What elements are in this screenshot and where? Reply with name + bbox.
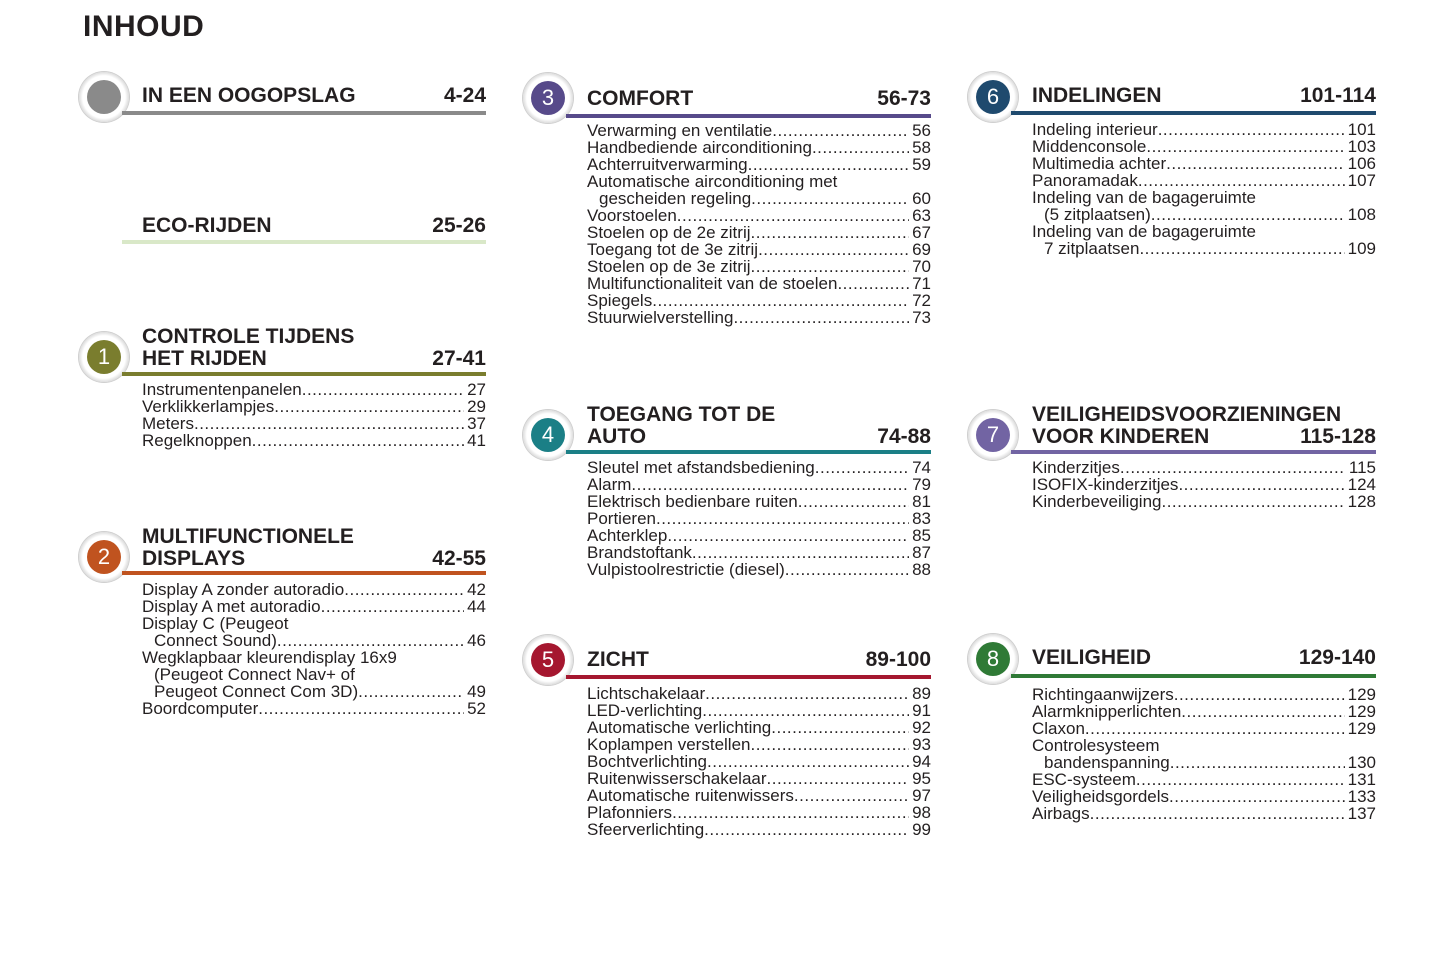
toc-entry-label: Alarmknipperlichten — [1032, 702, 1182, 721]
toc-entry-label: Ruitenwisserschakelaar — [587, 769, 767, 788]
toc-entry[interactable] — [142, 666, 486, 683]
toc-entry[interactable] — [1032, 172, 1376, 189]
section-pages: 89-100 — [865, 648, 931, 671]
dot-leader — [344, 581, 464, 598]
dot-leader — [751, 224, 910, 241]
toc-entry-page: 137 — [1347, 804, 1376, 823]
section-rule — [122, 111, 486, 115]
badge-number: 8 — [976, 642, 1010, 676]
toc-entry-label: Sleutel met afstandsbediening — [587, 458, 815, 477]
toc-entry-page: 42 — [467, 580, 486, 599]
dot-leader — [758, 241, 909, 258]
section-title-line1: MULTIFUNCTIONELE — [142, 525, 354, 548]
dot-leader — [258, 700, 464, 717]
section-rule — [122, 240, 486, 244]
dot-leader — [652, 292, 909, 309]
grey-disc-icon — [87, 80, 121, 114]
section-pages: 115-128 — [1300, 425, 1376, 448]
toc-entry-page: 41 — [467, 431, 486, 450]
section-rule — [1011, 674, 1376, 678]
toc-entry[interactable] — [587, 241, 931, 258]
section-rule — [566, 450, 931, 454]
toc-entry[interactable] — [587, 224, 931, 241]
toc-entry-page: 70 — [912, 257, 931, 276]
dot-leader — [812, 139, 909, 156]
toc-entry-label: Veiligheidsgordels — [1032, 787, 1170, 806]
toc-entry-label: Indeling van de bagageruimte — [1032, 222, 1256, 241]
toc-entry[interactable] — [587, 122, 931, 139]
toc-entry[interactable] — [1032, 223, 1376, 240]
toc-entry-page: 108 — [1347, 205, 1376, 224]
toc-entry[interactable] — [1032, 703, 1376, 720]
toc-entry-label: Plafonniers — [587, 803, 673, 822]
toc-entry-page: 69 — [912, 240, 931, 259]
toc-entry[interactable] — [587, 207, 931, 224]
dot-leader — [1178, 476, 1344, 493]
dot-leader — [274, 398, 464, 415]
toc-entry[interactable] — [142, 632, 486, 649]
dot-leader — [751, 258, 910, 275]
toc-entry-page: 98 — [912, 803, 931, 822]
toc-entry-page: 97 — [912, 786, 931, 805]
toc-entry-label: Boordcomputer — [142, 699, 259, 718]
section-heading-veiligheid[interactable] — [1032, 647, 1376, 669]
toc-entry-page: 131 — [1347, 770, 1376, 789]
entry-list — [587, 685, 931, 838]
toc-entry-page: 58 — [912, 138, 931, 157]
toc-entry-label: bandenspanning — [1044, 753, 1170, 772]
toc-entry-label: Connect Sound) — [154, 631, 277, 650]
dot-leader — [707, 753, 909, 770]
toc-entry[interactable] — [142, 615, 486, 632]
dot-leader — [1120, 459, 1346, 476]
toc-entry-label: Portieren — [587, 509, 656, 528]
section-title: INDELINGEN — [1032, 84, 1162, 107]
section-title-line1: VEILIGHEIDSVOORZIENINGEN — [1032, 403, 1342, 426]
section-heading-eco[interactable] — [142, 215, 486, 237]
section-title: COMFORT — [587, 87, 694, 110]
dot-leader — [837, 275, 909, 292]
toc-entry-label: Display A met autoradio — [142, 597, 321, 616]
toc-entry[interactable] — [587, 459, 931, 476]
toc-entry-label: Alarm — [587, 475, 632, 494]
toc-entry-page: 107 — [1347, 171, 1376, 190]
dot-leader — [1170, 754, 1345, 771]
toc-entry[interactable] — [587, 493, 931, 510]
toc-entry[interactable] — [587, 544, 931, 561]
toc-entry-label: LED-verlichting — [587, 701, 703, 720]
toc-entry-page: 49 — [467, 682, 486, 701]
toc-entry[interactable] — [142, 398, 486, 415]
dot-leader — [1085, 720, 1345, 737]
toc-entry-page: 63 — [912, 206, 931, 225]
toc-entry-label: Indeling van de bagageruimte — [1032, 188, 1256, 207]
toc-entry[interactable] — [587, 527, 931, 544]
toc-entry-label: Display C (Peugeot — [142, 614, 289, 633]
toc-entry[interactable] — [1032, 206, 1376, 223]
toc-entry-label: Indeling interieur — [1032, 120, 1158, 139]
toc-entry-label: Brandstoftank — [587, 543, 692, 562]
toc-entry-page: 94 — [912, 752, 931, 771]
toc-entry-label: (Peugeot Connect Nav+ of — [154, 665, 355, 684]
dot-leader — [631, 476, 909, 493]
section-rule — [566, 114, 931, 118]
toc-entry-page: 85 — [912, 526, 931, 545]
toc-entry-label: Panoramadak — [1032, 171, 1138, 190]
toc-entry-page: 52 — [467, 699, 486, 718]
page-title: INHOUD — [83, 10, 205, 43]
toc-entry-page: 124 — [1347, 475, 1376, 494]
section-title: IN EEN OOGOPSLAG — [142, 84, 356, 107]
toc-entry-label: Airbags — [1032, 804, 1090, 823]
toc-entry[interactable] — [142, 415, 486, 432]
toc-entry[interactable] — [587, 736, 931, 753]
toc-entry-page: 130 — [1347, 753, 1376, 772]
dot-leader — [1158, 121, 1345, 138]
toc-entry-label: ESC-systeem — [1032, 770, 1136, 789]
toc-entry-page: 73 — [912, 308, 931, 327]
section-title-line2: DISPLAYS — [142, 547, 246, 570]
dot-leader — [815, 459, 909, 476]
section-heading-multi[interactable] — [142, 526, 486, 570]
toc-entry-label: Spiegels — [587, 291, 653, 310]
toc-entry-label: Vulpistoolrestrictie (diesel) — [587, 560, 785, 579]
toc-entry[interactable] — [587, 770, 931, 787]
toc-entry-page: 91 — [912, 701, 931, 720]
dot-leader — [1139, 240, 1344, 257]
toc-entry-label: Stuurwielverstelling — [587, 308, 734, 327]
toc-entry-page: 27 — [467, 380, 486, 399]
section-heading-toegang[interactable] — [587, 404, 931, 448]
toc-entry-page: 89 — [912, 684, 931, 703]
dot-leader — [702, 702, 909, 719]
toc-entry[interactable] — [587, 309, 931, 326]
toc-entry-label: gescheiden regeling — [599, 189, 752, 208]
toc-entry[interactable] — [142, 700, 486, 717]
toc-entry-page: 67 — [912, 223, 931, 242]
toc-entry-label: Kinderbeveiliging — [1032, 492, 1162, 511]
toc-entry-page: 83 — [912, 509, 931, 528]
toc-entry-label: (5 zitplaatsen) — [1044, 205, 1151, 224]
toc-entry-page: 101 — [1347, 120, 1376, 139]
toc-entry-page: 87 — [912, 543, 931, 562]
dot-leader — [750, 736, 909, 753]
entry-list — [587, 122, 931, 326]
toc-entry[interactable] — [1032, 686, 1376, 703]
toc-entry-label: Stoelen op de 3e zitrij — [587, 257, 751, 276]
toc-entry-page: 103 — [1347, 137, 1376, 156]
badge-number: 3 — [531, 81, 565, 115]
toc-entry-page: 74 — [912, 458, 931, 477]
toc-entry[interactable] — [1032, 754, 1376, 771]
section-pages: 42-55 — [432, 547, 486, 570]
toc-entry[interactable] — [587, 258, 931, 275]
toc-entry-page: 79 — [912, 475, 931, 494]
section-pages: 129-140 — [1298, 646, 1376, 669]
section-pages: 74-88 — [877, 425, 931, 448]
toc-entry-label: Kinderzitjes — [1032, 458, 1120, 477]
toc-entry-label: ISOFIX-kinderzitjes — [1032, 475, 1179, 494]
toc-entry-page: 56 — [912, 121, 931, 140]
toc-entry-label: Voorstoelen — [587, 206, 677, 225]
section-pages: 101-114 — [1300, 84, 1376, 107]
toc-entry[interactable] — [1032, 788, 1376, 805]
toc-entry[interactable] — [587, 804, 931, 821]
toc-entry[interactable] — [587, 173, 931, 190]
toc-entry-label: Automatische ruitenwissers — [587, 786, 794, 805]
toc-entry[interactable] — [1032, 240, 1376, 257]
toc-entry-page: 109 — [1347, 239, 1376, 258]
toc-entry-page: 37 — [467, 414, 486, 433]
toc-entry-page: 106 — [1347, 154, 1376, 173]
toc-entry[interactable] — [587, 476, 931, 493]
section-rule — [1011, 450, 1376, 454]
toc-entry[interactable] — [142, 649, 486, 666]
toc-entry-label: Middenconsole — [1032, 137, 1147, 156]
dot-leader — [733, 309, 909, 326]
badge-number: 7 — [976, 418, 1010, 452]
toc-entry[interactable] — [587, 753, 931, 770]
toc-entry-page: 129 — [1347, 685, 1376, 704]
toc-entry[interactable] — [1032, 138, 1376, 155]
toc-entry-page: 72 — [912, 291, 931, 310]
entry-list — [1032, 686, 1376, 822]
dot-leader — [1136, 771, 1345, 788]
toc-entry[interactable] — [587, 561, 931, 578]
badge-number: 1 — [87, 340, 121, 374]
toc-entry-label: Lichtschakelaar — [587, 684, 706, 703]
toc-entry[interactable] — [1032, 493, 1376, 510]
toc-entry-page: 92 — [912, 718, 931, 737]
toc-entry-page: 129 — [1347, 702, 1376, 721]
section-title: ZICHT — [587, 648, 649, 671]
toc-entry[interactable] — [142, 581, 486, 598]
toc-entry[interactable] — [142, 683, 486, 700]
toc-entry[interactable] — [587, 719, 931, 736]
dot-leader — [321, 598, 464, 615]
section-heading-indelingen[interactable] — [1032, 85, 1376, 107]
toc-entry-label: Automatische airconditioning met — [587, 172, 838, 191]
toc-entry-page: 93 — [912, 735, 931, 754]
section-pages: 27-41 — [432, 347, 486, 370]
dot-leader — [704, 821, 909, 838]
toc-entry[interactable] — [1032, 121, 1376, 138]
entry-list — [142, 581, 486, 717]
toc-entry-label: Claxon — [1032, 719, 1085, 738]
toc-entry[interactable] — [587, 510, 931, 527]
dot-leader — [302, 381, 464, 398]
toc-entry-label: Regelknoppen — [142, 431, 252, 450]
entry-list — [1032, 459, 1376, 510]
dot-leader — [767, 770, 910, 787]
toc-entry-page: 128 — [1347, 492, 1376, 511]
toc-entry-label: Meters — [142, 414, 194, 433]
toc-entry-page: 29 — [467, 397, 486, 416]
dot-leader — [358, 683, 464, 700]
toc-entry-page: 129 — [1347, 719, 1376, 738]
toc-entry-page: 81 — [912, 492, 931, 511]
dot-leader — [794, 787, 909, 804]
badge-number: 2 — [87, 540, 121, 574]
toc-entry[interactable] — [587, 821, 931, 838]
dot-leader — [1181, 703, 1344, 720]
toc-entry-label: Verwarming en ventilatie — [587, 121, 773, 140]
dot-leader — [1161, 493, 1344, 510]
dot-leader — [672, 804, 909, 821]
badge-number: 5 — [531, 643, 565, 677]
entry-list — [142, 381, 486, 449]
toc-entry-label: Elektrisch bedienbare ruiten — [587, 492, 798, 511]
dot-leader — [771, 719, 909, 736]
section-heading-zicht[interactable] — [587, 649, 931, 671]
toc-entry[interactable] — [587, 190, 931, 207]
toc-entry[interactable] — [1032, 189, 1376, 206]
toc-entry[interactable] — [1032, 476, 1376, 493]
toc-entry-page: 88 — [912, 560, 931, 579]
toc-entry[interactable] — [587, 702, 931, 719]
toc-entry[interactable] — [1032, 459, 1376, 476]
toc-entry-page: 60 — [912, 189, 931, 208]
dot-leader — [705, 685, 909, 702]
toc-entry[interactable] — [142, 598, 486, 615]
toc-entry-label: Multifunctionaliteit van de stoelen — [587, 274, 838, 293]
section-pages: 4-24 — [443, 84, 486, 107]
section-heading-comfort[interactable] — [587, 88, 931, 110]
toc-entry[interactable] — [587, 275, 931, 292]
toc-entry-label: Bochtverlichting — [587, 752, 708, 771]
toc-entry-label: Wegklapbaar kleurendisplay 16x9 — [142, 648, 397, 667]
toc-entry[interactable] — [587, 139, 931, 156]
dot-leader — [1138, 172, 1345, 189]
section-title-line2: AUTO — [587, 425, 647, 448]
section-title-line2: HET RIJDEN — [142, 347, 267, 370]
toc-entry-label: Controlesysteem — [1032, 736, 1160, 755]
dot-leader — [667, 527, 909, 544]
section-heading-overview[interactable] — [142, 85, 486, 107]
toc-entry-page: 133 — [1347, 787, 1376, 806]
toc-entry-page: 46 — [467, 631, 486, 650]
section-pages: 25-26 — [432, 214, 486, 237]
dot-leader — [785, 561, 909, 578]
toc-entry-label: Verklikkerlampjes — [142, 397, 275, 416]
dot-leader — [748, 156, 909, 173]
section-pages: 56-73 — [877, 87, 931, 110]
toc-entry[interactable] — [587, 685, 931, 702]
toc-entry[interactable] — [142, 432, 486, 449]
dot-leader — [1146, 138, 1344, 155]
toc-entry[interactable] — [587, 787, 931, 804]
section-heading-controle[interactable] — [142, 326, 486, 370]
section-rule — [122, 372, 486, 376]
toc-entry-label: Peugeot Connect Com 3D) — [154, 682, 359, 701]
toc-entry-label: Automatische verlichting — [587, 718, 772, 737]
entry-list — [1032, 121, 1376, 257]
toc-entry-label: Richtingaanwijzers — [1032, 685, 1174, 704]
toc-entry[interactable] — [1032, 155, 1376, 172]
toc-entry-page: 44 — [467, 597, 486, 616]
dot-leader — [1166, 155, 1344, 172]
dot-leader — [1174, 686, 1345, 703]
section-title: ECO-RIJDEN — [142, 214, 272, 237]
toc-entry-label: Multimedia achter — [1032, 154, 1167, 173]
toc-entry-label: Stoelen op de 2e zitrij — [587, 223, 751, 242]
toc-entry[interactable] — [142, 381, 486, 398]
toc-entry-label: Handbediende airconditioning — [587, 138, 812, 157]
dot-leader — [751, 190, 909, 207]
toc-entry-page: 71 — [912, 274, 931, 293]
toc-entry-label: 7 zitplaatsen — [1044, 239, 1140, 258]
toc-entry-label: Instrumentenpanelen — [142, 380, 302, 399]
badge-number: 4 — [531, 418, 565, 452]
section-rule — [1011, 111, 1376, 115]
section-heading-kinderen[interactable] — [1032, 404, 1376, 448]
section-title-line1: TOEGANG TOT DE — [587, 403, 776, 426]
section-title-line2: VOOR KINDEREN — [1032, 425, 1210, 448]
section-title: VEILIGHEID — [1032, 646, 1152, 669]
toc-entry-page: 59 — [912, 155, 931, 174]
dot-leader — [1151, 206, 1345, 223]
dot-leader — [772, 122, 909, 139]
entry-list — [587, 459, 931, 578]
section-title-line1: CONTROLE TIJDENS — [142, 325, 355, 348]
toc-entry[interactable] — [1032, 771, 1376, 788]
toc-entry-label: Toegang tot de 3e zitrij — [587, 240, 759, 259]
dot-leader — [692, 544, 909, 561]
toc-entry[interactable] — [587, 156, 931, 173]
toc-entry-page: 115 — [1348, 458, 1376, 477]
dot-leader — [677, 207, 909, 224]
dot-leader — [798, 493, 909, 510]
toc-entry-label: Achterruitverwarming — [587, 155, 748, 174]
toc-entry[interactable] — [1032, 737, 1376, 754]
toc-entry-label: Display A zonder autoradio — [142, 580, 345, 599]
toc-entry[interactable] — [587, 292, 931, 309]
toc-entry[interactable] — [1032, 805, 1376, 822]
dot-leader — [1169, 788, 1345, 805]
dot-leader — [277, 632, 464, 649]
toc-entry-label: Koplampen verstellen — [587, 735, 751, 754]
section-rule — [122, 571, 486, 575]
toc-entry-page: 95 — [912, 769, 931, 788]
dot-leader — [252, 432, 464, 449]
toc-entry-page: 99 — [912, 820, 931, 839]
dot-leader — [656, 510, 909, 527]
toc-entry-label: Sfeerverlichting — [587, 820, 705, 839]
toc-entry[interactable] — [1032, 720, 1376, 737]
badge-number: 6 — [976, 80, 1010, 114]
section-rule — [566, 675, 931, 679]
dot-leader — [194, 415, 464, 432]
toc-entry-label: Achterklep — [587, 526, 668, 545]
dot-leader — [1090, 805, 1345, 822]
